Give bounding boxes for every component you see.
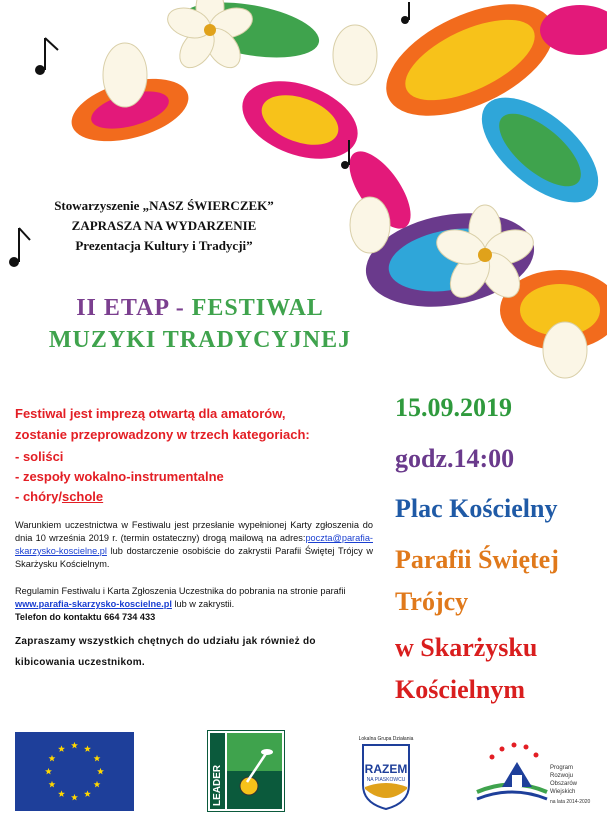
- razem-text: RAZEM: [364, 762, 408, 776]
- intro-line-1: Festiwal jest imprezą otwartą dla amatorów,: [15, 406, 286, 421]
- lgd-text: Lokalna Grupa Działania: [358, 736, 414, 742]
- organizer-block: [14, 196, 314, 256]
- participation-conditions: Warunkiem uczestnictwa w Festiwalu jest przesłanie wypełnionej Karty zgłoszenia do dnia 10 września 2019 r. (termin ostateczny) drogą mailową na adres:poczta@parafia-skarzysko-koscielne.pl lub dostarczenie osobiście do zakrystii Parafii Świętej Trójcy w Skarżysku Kościelnym.: [15, 520, 373, 569]
- prow-text-4: Wiejskich: [550, 789, 576, 795]
- event-date: 15.09.2019: [395, 393, 512, 422]
- title-traditional-music: MUZYKI TRADYCYJNEJ: [48, 327, 352, 353]
- parish-website-link[interactable]: www.parafia-skarzysko-koscielne.pl: [15, 599, 172, 609]
- event-time: godz.14:00: [395, 444, 515, 473]
- festival-intro: [15, 403, 375, 445]
- eu-flag-logo: [15, 732, 134, 811]
- prow-years-text: na lata 2014-2020: [550, 799, 591, 805]
- category-choirs: - chóry/schole: [15, 489, 104, 504]
- event-place-town: w Skarżysku Kościelnym: [395, 633, 538, 704]
- closing-invitation: Zapraszamy wszystkich chętnych do udziału jak również do kibicowania uczestnikom.: [15, 636, 316, 668]
- prow-text-3: Obszarów: [550, 781, 578, 787]
- regulations-info: Regulamin Festiwalu i Karta Zgłoszenia Uczestnika do pobrania na stronie parafii www.parafia-skarzysko-koscielne.pl lub w zakrystii. Telefon do kontaktu 664 734 433: [15, 585, 373, 624]
- intro-line-2: zostanie przeprowadzony w trzech kategoriach:: [15, 427, 310, 442]
- organizer-event-name: Prezentacja Kultury i Tradycji”: [75, 238, 253, 253]
- event-place-line-1: Plac Kościelny: [395, 494, 558, 523]
- title-festival: FESTIWAL: [191, 295, 324, 321]
- category-ensembles: - zespoły wokalno-instrumentalne: [15, 469, 224, 484]
- event-place-parish: Parafii Świętej Trójcy: [395, 545, 559, 616]
- prow-text-1: Program: [550, 765, 574, 771]
- razem-na-piaskowcu-logo: [357, 733, 415, 811]
- organizer-invite: ZAPRASZA NA WYDARZENIE: [71, 218, 257, 233]
- category-soloists: - soliści: [15, 449, 64, 464]
- prow-text-2: Rozwoju: [550, 773, 574, 779]
- leader-text: LEADER: [212, 764, 223, 806]
- title-stage: II ETAP -: [76, 295, 185, 321]
- category-list: [15, 447, 375, 507]
- email-link[interactable]: poczta@parafia-skarzysko-koscielne.pl: [15, 533, 373, 556]
- organizer-name: Stowarzyszenie „NASZ ŚWIERCZEK”: [54, 198, 274, 213]
- contact-phone: Telefon do kontaktu 664 734 433: [15, 612, 156, 622]
- festival-title: [20, 292, 380, 356]
- leader-logo: [207, 730, 285, 812]
- piaskowcu-text: NA PIASKOWCU: [366, 777, 406, 783]
- prow-logo: [472, 737, 594, 807]
